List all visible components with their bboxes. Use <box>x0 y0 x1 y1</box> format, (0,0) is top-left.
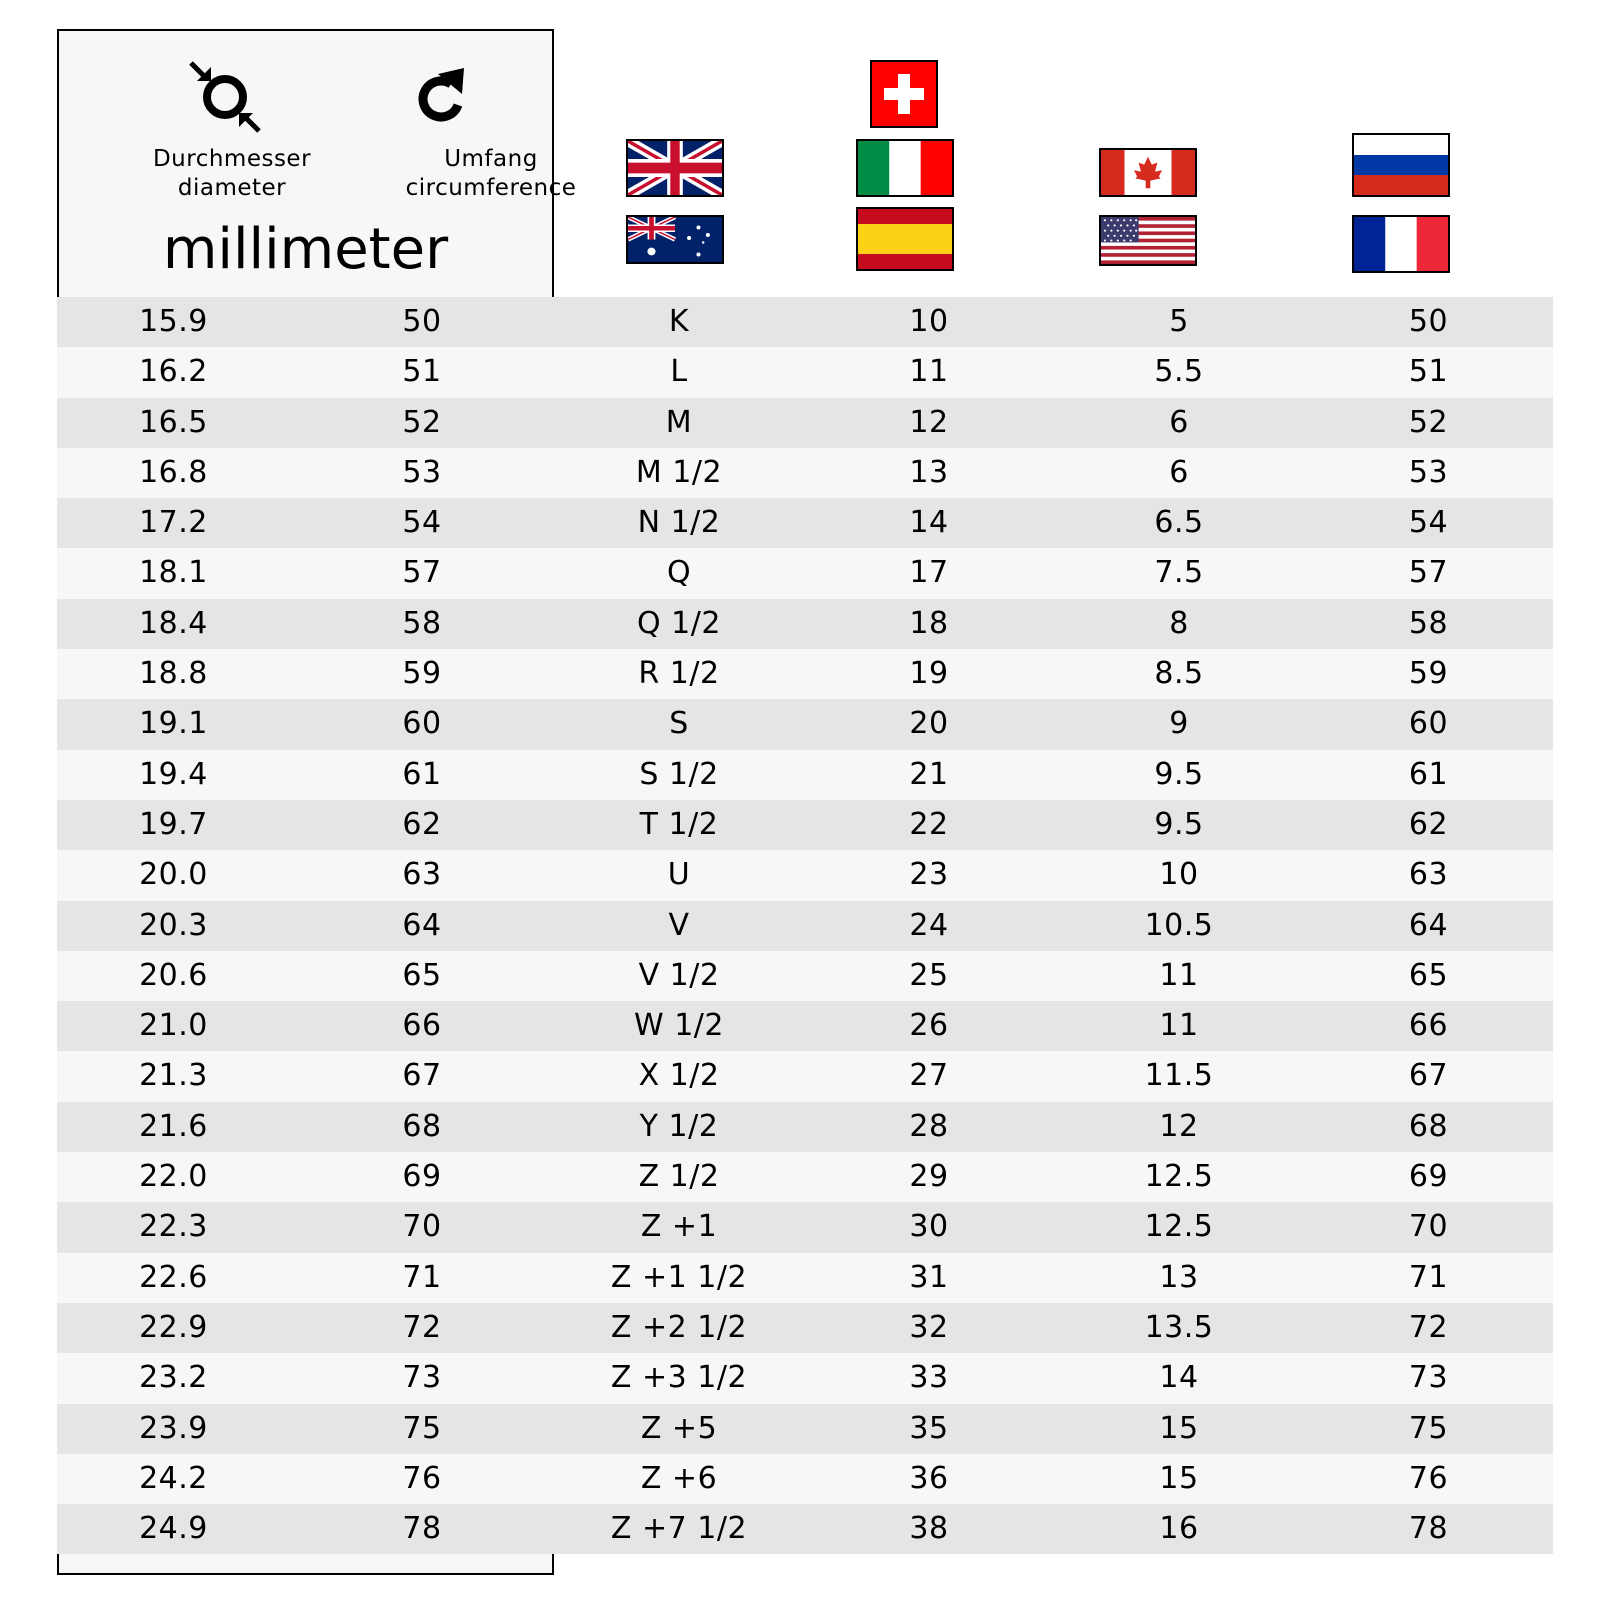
united-kingdom-flag <box>626 139 724 197</box>
ch-it-es-size-cell: 26 <box>909 1008 949 1044</box>
uk-au-size-cell: S <box>669 706 689 742</box>
ru-fr-size-cell: 60 <box>1408 706 1449 742</box>
circumference-cell: 59 <box>402 656 442 692</box>
table-row <box>57 1404 1553 1454</box>
millimeter-header <box>57 29 577 297</box>
ch-it-es-size-cell: 27 <box>909 1058 949 1094</box>
ca-us-size-cell: 8 <box>1169 605 1189 641</box>
diameter-label-en: diameter <box>177 175 287 201</box>
ch-it-es-size-cell: 20 <box>909 706 949 742</box>
ru-fr-size-cell: 66 <box>1408 1008 1449 1044</box>
uk-au-size-cell: Q <box>666 555 692 591</box>
circumference-cell: 51 <box>402 354 442 390</box>
circumference-cell: 67 <box>402 1058 442 1094</box>
ch-it-es-size-cell: 18 <box>909 605 949 641</box>
diameter-cell: 22.0 <box>139 1159 208 1195</box>
ch-it-es-size-cell: 23 <box>909 857 949 893</box>
diameter-cell: 18.4 <box>139 605 208 641</box>
ca-us-size-cell: 16 <box>1159 1511 1199 1547</box>
ca-us-size-cell: 10 <box>1159 857 1199 893</box>
table-row <box>57 548 1553 598</box>
uk-au-size-cell: W 1/2 <box>634 1008 724 1044</box>
ch-it-es-size-cell: 25 <box>909 957 949 993</box>
diameter-cell: 22.6 <box>139 1259 208 1295</box>
table-row <box>57 498 1553 548</box>
uk-au-size-cell: K <box>668 304 690 339</box>
ch-it-es-size-cell: 17 <box>909 555 949 591</box>
ca-us-size-cell: 12 <box>1159 1108 1199 1144</box>
ch-it-es-size-cell: 14 <box>909 505 949 541</box>
uk-au-size-cell: Z +7 1/2 <box>610 1511 748 1547</box>
table-row <box>57 901 1553 951</box>
circumference-cell: 63 <box>402 857 442 893</box>
ru-fr-size-cell: 59 <box>1408 656 1449 692</box>
uk-au-size-cell: V <box>668 907 690 943</box>
ru-fr-size-cell: 72 <box>1408 1309 1449 1345</box>
ch-it-es-size-cell: 12 <box>909 404 949 440</box>
ru-fr-size-cell: 50 <box>1408 304 1449 339</box>
table-row <box>57 800 1553 850</box>
uk-au-size-cell: Z +2 1/2 <box>610 1309 748 1345</box>
table-row <box>57 1253 1553 1303</box>
diameter-cell: 20.0 <box>139 857 208 893</box>
diameter-cell: 23.2 <box>139 1360 208 1396</box>
ch-it-es-size-cell: 13 <box>909 454 949 490</box>
diameter-cell: 16.8 <box>139 454 208 490</box>
uk-au-size-cell: Z 1/2 <box>638 1159 720 1195</box>
circumference-cell: 57 <box>402 555 442 591</box>
circular-arrow-icon <box>406 64 476 134</box>
diameter-cell: 21.0 <box>139 1008 208 1044</box>
circumference-cell: 69 <box>402 1159 442 1195</box>
diameter-label-de: Durchmesser <box>152 146 312 172</box>
table-row <box>57 699 1553 749</box>
table-row <box>57 1504 1553 1554</box>
ch-it-es-size-cell: 30 <box>909 1209 949 1245</box>
switzerland-flag <box>870 60 938 128</box>
ru-fr-size-cell: 71 <box>1408 1259 1449 1295</box>
table-row <box>57 1303 1553 1353</box>
ru-fr-size-cell: 63 <box>1408 857 1449 893</box>
ring-diameter-icon <box>185 59 275 139</box>
ring-size-table <box>57 297 1553 1554</box>
diameter-cell: 17.2 <box>139 505 208 541</box>
ca-us-size-cell: 13 <box>1159 1259 1199 1295</box>
country-flags <box>554 29 1554 297</box>
uk-au-size-cell: L <box>670 354 688 390</box>
diameter-cell: 15.9 <box>139 304 208 339</box>
table-row <box>57 1051 1553 1101</box>
diameter-cell: 21.6 <box>139 1108 208 1144</box>
ca-us-size-cell: 6 <box>1169 404 1189 440</box>
ca-us-size-cell: 12.5 <box>1144 1159 1214 1195</box>
uk-au-size-cell: S 1/2 <box>639 756 719 792</box>
ca-us-size-cell: 11 <box>1159 1008 1199 1044</box>
diameter-cell: 19.1 <box>139 706 208 742</box>
ru-fr-size-cell: 54 <box>1408 505 1449 541</box>
uk-au-size-cell: Z +1 <box>640 1209 718 1245</box>
table-row <box>57 599 1553 649</box>
ca-us-size-cell: 7.5 <box>1154 555 1204 591</box>
ch-it-es-size-cell: 28 <box>909 1108 949 1144</box>
ru-fr-size-cell: 51 <box>1408 354 1449 390</box>
ch-it-es-size-cell: 19 <box>909 656 949 692</box>
circumference-cell: 50 <box>402 304 442 339</box>
circumference-label-en: circumference <box>405 175 577 201</box>
ca-us-size-cell: 15 <box>1159 1410 1199 1446</box>
france-flag <box>1352 215 1450 273</box>
circumference-cell: 70 <box>402 1209 442 1245</box>
ca-us-size-cell: 5.5 <box>1154 354 1204 390</box>
table-row <box>57 297 1553 347</box>
circumference-cell: 66 <box>402 1008 442 1044</box>
diameter-cell: 23.9 <box>139 1410 208 1446</box>
table-row <box>57 1001 1553 1051</box>
ch-it-es-size-cell: 38 <box>909 1511 949 1547</box>
italy-flag <box>856 139 954 197</box>
circumference-cell: 52 <box>402 404 442 440</box>
table-row <box>57 951 1553 1001</box>
diameter-cell: 20.6 <box>139 957 208 993</box>
table-row <box>57 347 1553 397</box>
ru-fr-size-cell: 68 <box>1408 1108 1449 1144</box>
ch-it-es-size-cell: 35 <box>909 1410 949 1446</box>
united-states-flag <box>1099 215 1197 266</box>
uk-au-size-cell: M 1/2 <box>635 454 723 490</box>
ca-us-size-cell: 9 <box>1169 706 1189 742</box>
circumference-cell: 64 <box>402 907 442 943</box>
ca-us-size-cell: 11.5 <box>1144 1058 1214 1094</box>
ru-fr-size-cell: 65 <box>1408 957 1449 993</box>
ch-it-es-size-cell: 31 <box>909 1259 949 1295</box>
ch-it-es-size-cell: 29 <box>909 1159 949 1195</box>
uk-au-size-cell: X 1/2 <box>638 1058 720 1094</box>
circumference-label-de: Umfang <box>444 146 538 172</box>
table-row <box>57 850 1553 900</box>
ch-it-es-size-cell: 36 <box>909 1460 949 1496</box>
diameter-cell: 18.1 <box>139 555 208 591</box>
circumference-cell: 58 <box>402 605 442 641</box>
circumference-cell: 65 <box>402 957 442 993</box>
circumference-cell: 61 <box>402 756 442 792</box>
uk-au-size-cell: Z +5 <box>640 1410 718 1446</box>
ru-fr-size-cell: 76 <box>1408 1460 1449 1496</box>
uk-au-size-cell: U <box>667 857 691 893</box>
diameter-cell: 22.9 <box>139 1309 208 1345</box>
circumference-cell: 72 <box>402 1309 442 1345</box>
ru-fr-size-cell: 52 <box>1408 404 1449 440</box>
ca-us-size-cell: 10.5 <box>1144 907 1214 943</box>
diameter-label <box>102 145 362 203</box>
table-row <box>57 649 1553 699</box>
ru-fr-size-cell: 67 <box>1408 1058 1449 1094</box>
diameter-cell: 24.9 <box>139 1511 208 1547</box>
ru-fr-size-cell: 57 <box>1408 555 1449 591</box>
uk-au-size-cell: Y 1/2 <box>639 1108 719 1144</box>
circumference-cell: 78 <box>402 1511 442 1547</box>
ca-us-size-cell: 5 <box>1169 304 1189 339</box>
uk-au-size-cell: N 1/2 <box>637 505 721 541</box>
ca-us-size-cell: 14 <box>1159 1360 1199 1396</box>
ch-it-es-size-cell: 11 <box>909 354 949 390</box>
australia-flag <box>626 215 724 264</box>
ru-fr-size-cell: 64 <box>1408 907 1449 943</box>
ch-it-es-size-cell: 22 <box>909 806 949 842</box>
ca-us-size-cell: 8.5 <box>1154 656 1204 692</box>
diameter-cell: 19.7 <box>139 806 208 842</box>
uk-au-size-cell: M <box>665 404 693 440</box>
diameter-cell: 16.5 <box>139 404 208 440</box>
uk-au-size-cell: Z +3 1/2 <box>610 1360 748 1396</box>
circumference-cell: 73 <box>402 1360 442 1396</box>
ca-us-size-cell: 9.5 <box>1154 756 1204 792</box>
uk-au-size-cell: T 1/2 <box>639 806 719 842</box>
ru-fr-size-cell: 61 <box>1408 756 1449 792</box>
ca-us-size-cell: 12.5 <box>1144 1209 1214 1245</box>
ru-fr-size-cell: 69 <box>1408 1159 1449 1195</box>
uk-au-size-cell: R 1/2 <box>638 656 720 692</box>
ca-us-size-cell: 13.5 <box>1144 1309 1214 1345</box>
table-row <box>57 1152 1553 1202</box>
diameter-cell: 21.3 <box>139 1058 208 1094</box>
ca-us-size-cell: 6.5 <box>1154 505 1204 541</box>
canada-flag <box>1099 148 1197 197</box>
diameter-cell: 22.3 <box>139 1209 208 1245</box>
table-row <box>57 398 1553 448</box>
uk-au-size-cell: Q 1/2 <box>637 605 721 641</box>
table-row <box>57 1454 1553 1504</box>
table-row <box>57 750 1553 800</box>
circumference-cell: 76 <box>402 1460 442 1496</box>
ch-it-es-size-cell: 21 <box>909 756 949 792</box>
uk-au-size-cell: Z +6 <box>640 1460 718 1496</box>
russia-flag <box>1352 133 1450 197</box>
ca-us-size-cell: 15 <box>1159 1460 1199 1496</box>
ru-fr-size-cell: 53 <box>1408 454 1449 490</box>
circumference-cell: 68 <box>402 1108 442 1144</box>
spain-flag <box>856 207 954 271</box>
ru-fr-size-cell: 75 <box>1408 1410 1449 1446</box>
circumference-cell: 62 <box>402 806 442 842</box>
diameter-cell: 19.4 <box>139 756 208 792</box>
uk-au-size-cell: Z +1 1/2 <box>610 1259 748 1295</box>
table-row <box>57 448 1553 498</box>
table-row <box>57 1202 1553 1252</box>
ca-us-size-cell: 9.5 <box>1154 806 1204 842</box>
ch-it-es-size-cell: 32 <box>909 1309 949 1345</box>
unit-label: millimeter <box>162 217 449 282</box>
ru-fr-size-cell: 73 <box>1408 1360 1449 1396</box>
ru-fr-size-cell: 58 <box>1408 605 1449 641</box>
circumference-cell: 54 <box>402 505 442 541</box>
circumference-cell: 53 <box>402 454 442 490</box>
ch-it-es-size-cell: 33 <box>909 1360 949 1396</box>
diameter-cell: 20.3 <box>139 907 208 943</box>
ru-fr-size-cell: 62 <box>1408 806 1449 842</box>
ru-fr-size-cell: 70 <box>1408 1209 1449 1245</box>
ch-it-es-size-cell: 10 <box>909 304 949 339</box>
uk-au-size-cell: V 1/2 <box>638 957 720 993</box>
ch-it-es-size-cell: 24 <box>909 907 949 943</box>
diameter-cell: 16.2 <box>139 354 208 390</box>
circumference-cell: 71 <box>402 1259 442 1295</box>
circumference-cell: 60 <box>402 706 442 742</box>
table-row <box>57 1353 1553 1403</box>
table-row <box>57 1102 1553 1152</box>
ru-fr-size-cell: 78 <box>1408 1511 1449 1547</box>
ca-us-size-cell: 11 <box>1159 957 1199 993</box>
ca-us-size-cell: 6 <box>1169 454 1189 490</box>
diameter-cell: 18.8 <box>139 656 208 692</box>
diameter-cell: 24.2 <box>139 1460 208 1496</box>
circumference-cell: 75 <box>402 1410 442 1446</box>
